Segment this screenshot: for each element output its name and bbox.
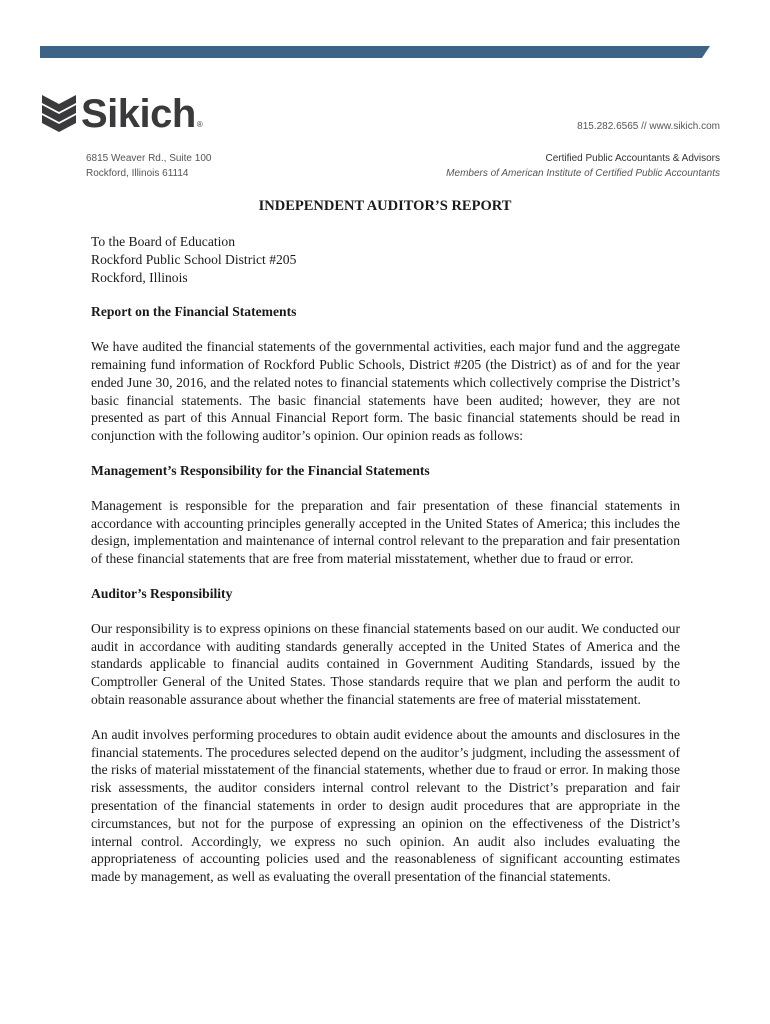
auditor-paragraph-1: Our responsibility is to express opinions on these financial statements based on our audit. We conducted our audit in accordance with auditing standards generally accepted in the United States of America and the standards applicable to financial audits contained in Government Auditing Standards, issued by the Comptroller General of the United States. Those standards require that we plan and perform the audit to obtain reasonable assurance about whether the financial statements are free of material misstatement.: [91, 620, 680, 707]
intro-paragraph: We have audited the financial statements of the governmental activities, each major fund and the aggregate remaining fund information of Rockford Public Schools, District #205 (the District) as of and for the year ended June 30, 2016, and the related notes to financial statements which collectively comprise the District’s basic financial statements. The basic financial statements have been audited; however, they are not presented as part of this Annual Financial Report form. The basic financial statements should be read in conjunction with the following auditor’s opinion. Our opinion reads as follows:: [91, 339, 680, 444]
management-paragraph: Management is responsible for the preparation and fair presentation of these financial statements in accordance with accounting principles generally accepted in the United States of America; this includes the design, implementation and maintenance of internal control relevant to the preparation and fair presentation of these financial statements that are free from material misstatement, whether due to fraud or error.: [91, 497, 680, 567]
firm-membership: Members of American Institute of Certified Public Accountants: [446, 168, 720, 179]
firm-description: [446, 151, 720, 181]
address-line-2: Rockford, Illinois 61114: [86, 168, 189, 179]
sikich-mark-icon: [40, 93, 78, 135]
address-line-1: 6815 Weaver Rd., Suite 100: [86, 153, 212, 164]
addressee-line: Rockford Public School District #205: [91, 251, 297, 267]
header-stripe: [40, 46, 710, 58]
firm-tagline: Certified Public Accountants & Advisors: [545, 153, 720, 164]
addressee-block: [91, 233, 680, 286]
report-title: INDEPENDENT AUDITOR’S REPORT: [258, 198, 512, 214]
brand-name: Sikich: [81, 92, 196, 136]
registered-mark: ®: [196, 119, 203, 129]
addressee-line: Rockford, Illinois: [91, 269, 188, 285]
management-heading: Management’s Responsibility for the Financial Statements: [91, 462, 430, 478]
auditor-heading: Auditor’s Responsibility: [91, 585, 233, 601]
addressee-line: To the Board of Education: [91, 234, 236, 249]
office-address: [86, 151, 211, 181]
report-body: [91, 233, 680, 886]
auditor-paragraph-2: An audit involves performing procedures to obtain audit evidence about the amounts and disclosures in the financial statements. The procedures selected depend on the auditor’s judgment, including the assessment of the risks of material misstatement of the financial statements, whether due to fraud or error. In making those risk assessments, the auditor considers internal control relevant to the District’s preparation and fair presentation of the financial statements in order to design audit procedures that are appropriate in the circumstances, but not for the purpose of expressing an opinion on the effectiveness of the District’s internal control. Accordingly, we express no such opinion. An audit also includes evaluating the appropriateness of accounting policies used and the reasonableness of significant accounting estimates made by management, as well as evaluating the overall presentation of the financial statements.: [91, 726, 680, 885]
sikich-logo: [40, 92, 203, 136]
section-heading: Report on the Financial Statements: [91, 304, 297, 320]
contact-info: 815.282.6565 // www.sikich.com: [577, 121, 720, 132]
